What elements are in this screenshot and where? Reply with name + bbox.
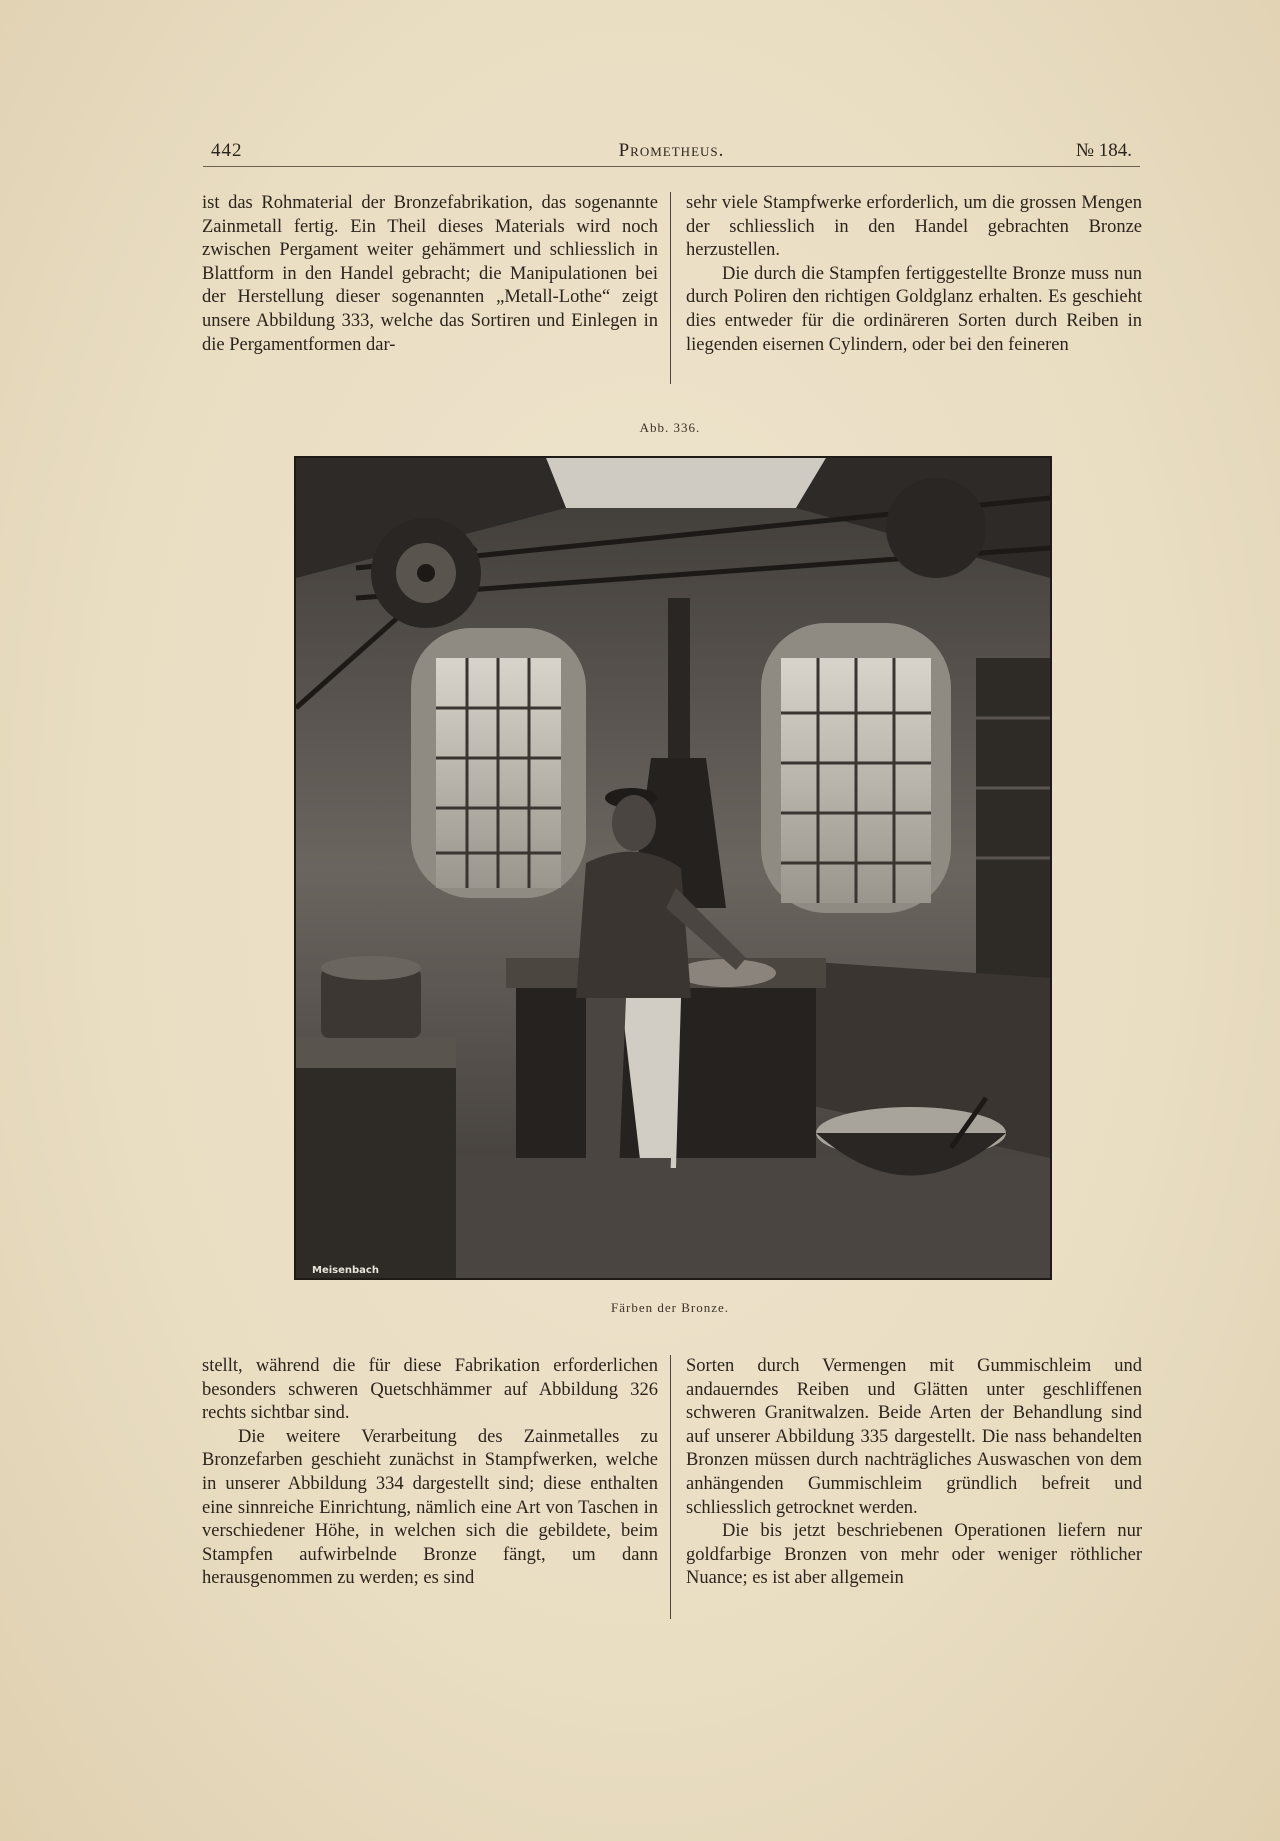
- column-divider: [670, 192, 671, 384]
- paragraph: ist das Rohmaterial der Bronzefabrikation, das sogenannte Zainmetall fertig. Ein Theil dieses Materials wird noch zwischen Pergament weiter gehämmert und schliesslich in Blattform in den Handel gebracht; die Manipulationen bei der Herstellung dieser sogenannten „Metall-Lothe“ zeigt unsere Abbildung 333, welche das Sortiren und Einlegen in die Pergamentformen dar-: [202, 193, 658, 355]
- paragraph: Die bis jetzt beschriebenen Operationen liefern nur goldfarbige Bronzen von mehr oder weniger röthlicher Nuance; es ist aber allgemein: [686, 1521, 1142, 1589]
- top-right-column: [686, 192, 1142, 357]
- figure-label: Abb. 336.: [639, 420, 701, 435]
- paragraph: stellt, während die für diese Fabrikation erforderlichen besonders schweren Quetschhämmer auf Abbildung 326 rechts sichtbar sind.: [202, 1356, 658, 1424]
- paragraph: Sorten durch Vermengen mit Gummischleim und andauerndes Reiben und Glätten unter geschliffenen schweren Granitwalzen. Beide Arten der Behandlung sind auf unserer Abbildung 335 dargestellt. Die nass behandelten Bronzen müssen durch nachträgliches Auswaschen von dem anhängenden Gummischleim gründlich befreit und schliesslich getrocknet werden.: [686, 1356, 1142, 1518]
- engraving-figure: [294, 456, 1052, 1280]
- journal-title: Prometheus.: [618, 140, 725, 161]
- running-header: [203, 136, 1140, 167]
- figure-caption: Färben der Bronze.: [611, 1300, 729, 1315]
- engraving-illustration: [296, 458, 1050, 1278]
- top-left-column: [202, 192, 658, 357]
- engraver-signature: Meisenbach: [312, 1265, 379, 1276]
- bottom-left-column: [202, 1355, 658, 1591]
- column-divider: [670, 1355, 671, 1619]
- paragraph: Die durch die Stampfen fertiggestellte Bronze muss nun durch Poliren den richtigen Goldglanz erhalten. Es geschieht dies entweder für die ordinäreren Sorten durch Reiben in liegenden eisernen Cylindern, oder bei den feineren: [686, 263, 1142, 355]
- paragraph: sehr viele Stampfwerke erforderlich, um die grossen Mengen der schliesslich in den Handel gebrachten Bronze herzustellen.: [686, 193, 1142, 261]
- issue-number: № 184.: [1075, 140, 1132, 161]
- paragraph: Die weitere Verarbeitung des Zainmetalles zu Bronzefarben geschieht zunächst in Stampfwerken, welche in unserer Abbildung 334 dargestellt sind; diese enthalten eine sinnreiche Einrichtung, nämlich eine Art von Taschen in verschiedener Höhe, in welchen sich die gebildete, beim Stampfen aufwirbelnde Bronze fängt, um dann herausgenommen zu werden; es sind: [202, 1426, 658, 1589]
- bottom-right-column: [686, 1355, 1142, 1591]
- page-number: 442: [211, 140, 243, 161]
